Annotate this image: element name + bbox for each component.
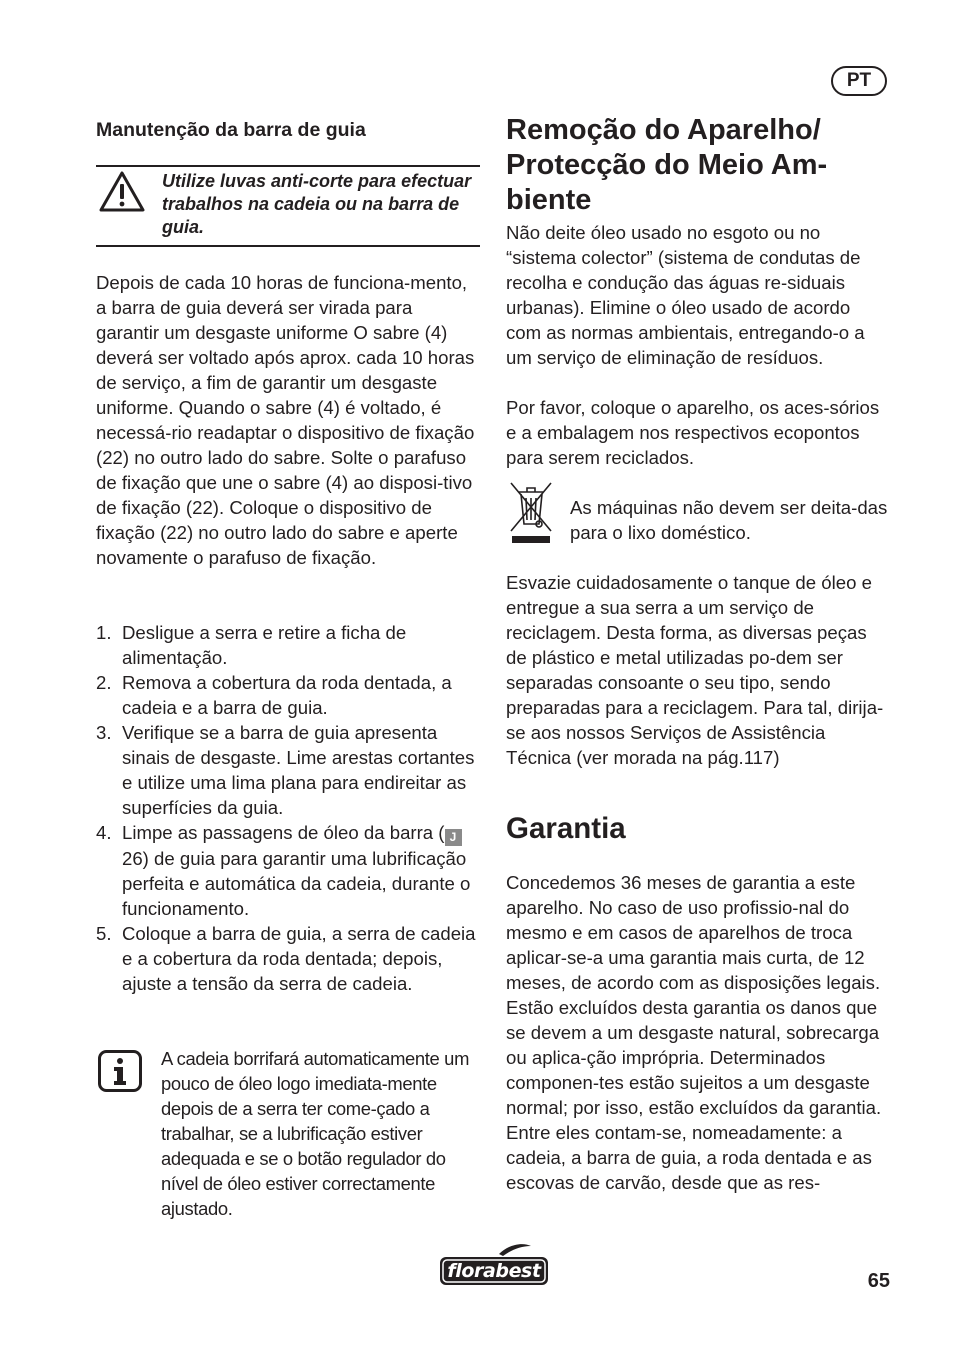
list-item: 2. Remova a cobertura da roda dentada, a cadeia e a barra de guia.	[96, 672, 452, 718]
info-note: A cadeia borrifará automaticamente um pouco de óleo logo imediata-mente depois de a serra ter come-çado a trabalhar, se a lubrificação estiver adequada e se o botão regulador do nível de óleo estiver correctamente ajustado.	[161, 1048, 470, 1219]
warning-bottom-rule	[96, 245, 480, 247]
disposal-paragraph-1: Não deite óleo usado no esgoto ou no “sistema colector” (sistema de condutas de recolha e condução das águas re-siduais urbanas). Elimine o óleo usado de acordo com as normas ambientais, entregando-o a um serviço de eliminação de resíduos.	[506, 222, 865, 368]
list-item: 5. Coloque a barra de guia, a serra de cadeia e a cobertura da roda dentada; depois, ajuste a tensão da serra de cadeia.	[96, 923, 476, 994]
section-heading-warranty: Garantia	[506, 812, 626, 845]
maintenance-steps-list	[96, 620, 480, 996]
section-heading-guide-bar-maintenance: Manutenção da barra de guia	[96, 119, 366, 141]
language-badge: PT	[831, 66, 887, 96]
weee-note: As máquinas não devem ser deita-das para o lixo doméstico.	[570, 497, 888, 543]
warranty-paragraph: Concedemos 36 meses de garantia a este aparelho. No caso de uso profissio-nal do mesmo e em casos de aparelhos de troca aplicar-se-a uma garantia mais curta, de 12 meses, de acordo com as disposições legais. Estão excluídos desta garantia os danos que se devem a um desgaste natural, sobrecarga ou aplica-ção imprópria. Determinados componen-tes estão sujeitos a um desgaste normal; por isso, estão excluídos da garantia. Entre eles contam-se, nomeadamente: a cadeia, a barra de guia, a roda dentada e as escovas de carvão, desde que as res-	[506, 872, 882, 1193]
list-item: 1. Desligue a serra e retire a ficha de alimentação.	[96, 622, 407, 668]
warning-text: Utilize luvas anti-corte para efectuar trabalhos na cadeia ou na barra de guia.	[162, 171, 472, 237]
florabest-logo-text: florabest	[447, 1260, 541, 1282]
florabest-logo	[437, 1242, 551, 1290]
disposal-paragraph-2: Por favor, coloque o aparelho, os aces-sórios e a embalagem nos respectivos ecopontos para serem reciclados.	[506, 397, 880, 468]
page-number: 65	[867, 1270, 890, 1292]
list-item: 4. Limpe as passagens de óleo da barra ( J 26) de guia para garantir uma lubrificação perfeita e automática da cadeia, durante o funcionamento.	[96, 822, 471, 919]
info-icon	[98, 1050, 142, 1092]
warning-triangle-icon	[98, 170, 146, 214]
disposal-paragraph-3: Esvazie cuidadosamente o tanque de óleo e entregue a sua serra a um serviço de reciclagem. Desta forma, as diversas peças de plástico e metal utilizadas po-dem ser separadas consoante o seu tipo, sendo preparadas para a reciclagem. Para tal, dirija-se aos nossos Serviços de Assistência Técnica (ver morada na pág.117)	[506, 572, 884, 768]
section-heading-disposal: Remoção do Aparelho/ Protecção do Meio Am-biente	[506, 114, 828, 216]
warning-top-rule	[96, 165, 480, 167]
crossed-out-bin-icon	[508, 478, 554, 546]
figure-reference-badge: J	[445, 829, 462, 846]
list-item: 3. Verifique se a barra de guia apresenta sinais de desgaste. Lime arestas cortantes e utilize uma lima plana para endireitar as superfícies da guia.	[96, 722, 475, 818]
guide-bar-paragraph: Depois de cada 10 horas de funciona-mento, a barra de guia deverá ser virada para garantir um desgaste uniforme O sabre (4) deverá ser voltado após aprox. cada 10 horas de serviço, a fim de garantir um desgaste uniforme. Quando o sabre (4) é voltado, é necessá-rio readaptar o dispositivo de fixação (22) no outro lado do sabre. Solte o parafuso de fixação que une o sabre (4) ao disposi-tivo de fixação (22). Coloque o dispositivo de fixação (22) no outro lado do sabre e aperte novamente o parafuso de fixação.	[96, 272, 475, 568]
